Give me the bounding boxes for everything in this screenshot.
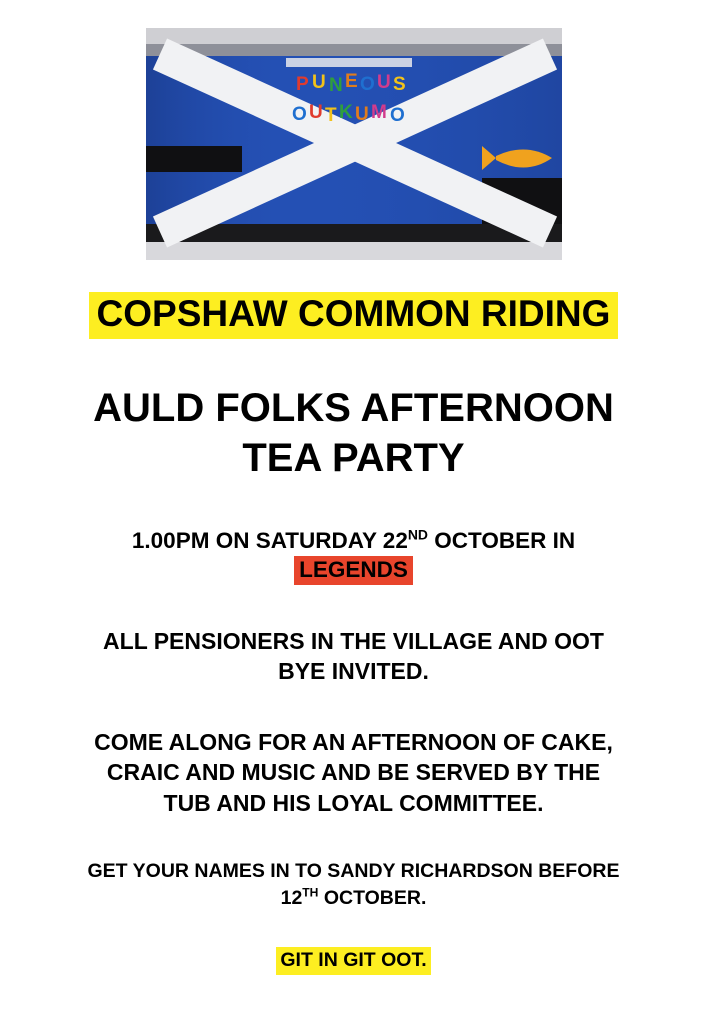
invite-line-1: ALL PENSIONERS IN THE VILLAGE AND OOT	[103, 627, 604, 654]
svg-text:S: S	[392, 74, 406, 95]
poster-page	[0, 28, 707, 1028]
flag-photo	[146, 28, 562, 260]
description-block	[44, 727, 664, 819]
rsvp-deadline-day: 12	[280, 886, 303, 909]
event-venue: LEGENDS	[294, 556, 413, 585]
svg-text:E: E	[344, 71, 358, 92]
svg-text:P: P	[295, 74, 309, 95]
svg-text:K: K	[338, 102, 353, 123]
rsvp-block	[44, 858, 664, 911]
title-row	[0, 292, 707, 339]
svg-text:U: U	[311, 72, 326, 93]
saltire-flag-illustration	[146, 28, 562, 260]
svg-text:T: T	[324, 105, 337, 126]
svg-text:O: O	[291, 104, 307, 125]
description-line-1: COME ALONG FOR AN AFTERNOON OF CAKE,	[94, 728, 613, 755]
closing-line: GIT IN GIT OOT.	[276, 947, 430, 975]
event-time-suffix: OCTOBER IN	[427, 527, 576, 553]
poster-headline	[34, 383, 674, 484]
svg-text:N: N	[328, 75, 343, 96]
rsvp-deadline-ordinal: TH	[302, 885, 319, 900]
rsvp-line-1: GET YOUR NAMES IN TO SANDY RICHARDSON BEFORE	[87, 860, 620, 883]
event-time-prefix: 1.00PM ON SATURDAY 22	[131, 527, 408, 553]
description-line-2: CRAIC AND MUSIC AND BE SERVED BY THE	[106, 759, 601, 786]
event-venue-line	[44, 555, 664, 585]
event-time-ordinal: ND	[407, 526, 428, 543]
event-time-line	[44, 526, 664, 555]
headline-line-1: AULD FOLKS AFTERNOON	[93, 385, 614, 430]
svg-text:U: U	[354, 104, 369, 125]
event-time-block	[44, 526, 664, 585]
headline-line-2: TEA PARTY	[242, 436, 465, 481]
svg-text:U: U	[308, 102, 323, 123]
closing-block	[44, 947, 664, 975]
poster-title: COPSHAW COMMON RIDING	[89, 292, 619, 339]
svg-text:M: M	[370, 102, 387, 123]
svg-text:O: O	[389, 105, 405, 126]
rsvp-line-2	[44, 885, 664, 911]
invite-block	[44, 627, 664, 687]
description-line-3: TUB AND HIS LOYAL COMMITTEE.	[163, 789, 544, 816]
svg-text:O: O	[359, 74, 375, 95]
svg-text:U: U	[376, 72, 391, 93]
rsvp-deadline-month: OCTOBER.	[318, 886, 427, 909]
invite-line-2: BYE INVITED.	[278, 657, 429, 684]
